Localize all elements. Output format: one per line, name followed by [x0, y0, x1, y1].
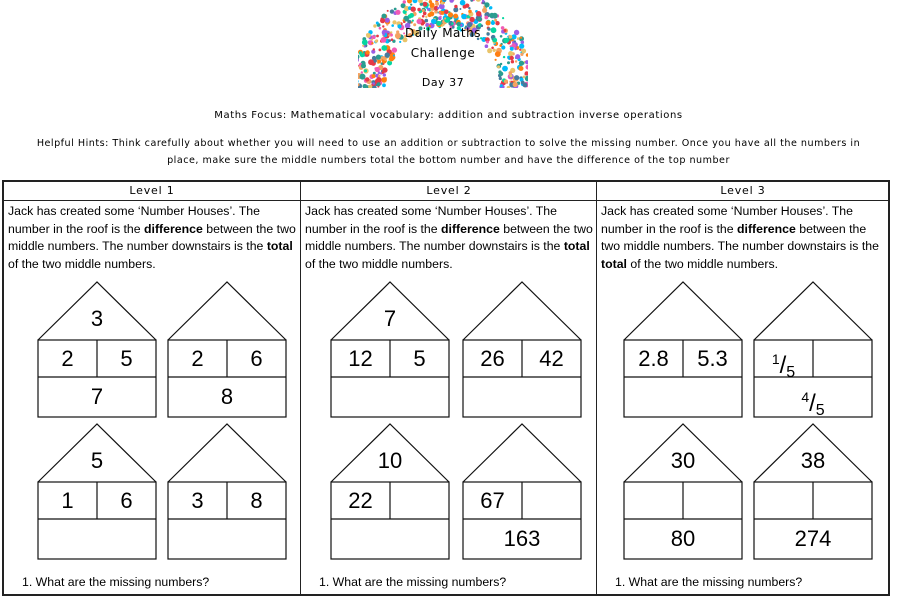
level-heading: Level 3 — [597, 182, 889, 201]
level-heading: Level 1 — [4, 182, 300, 201]
bottom-number[interactable] — [168, 384, 286, 410]
middle-right-value: 6 — [250, 346, 263, 371]
number-house — [331, 282, 449, 417]
middle-left-value: 2 — [191, 346, 204, 371]
fraction-denominator: 5 — [786, 364, 796, 381]
number-house — [463, 424, 581, 559]
intro-paragraph — [597, 201, 889, 273]
middle-left-value: 2 — [61, 346, 74, 371]
middle-left-number[interactable] — [331, 488, 390, 514]
middle-right-value: 5 — [120, 346, 133, 371]
confetti-rainbow-image — [358, 0, 528, 88]
middle-left-number[interactable] — [754, 346, 813, 386]
middle-right-number[interactable] — [390, 346, 449, 372]
number-house — [38, 282, 156, 417]
banner-title-line1: Daily Maths — [405, 26, 481, 40]
middle-right-value: 6 — [120, 488, 133, 513]
middle-left-value: 2.8 — [638, 346, 669, 371]
bottom-value: 274 — [794, 526, 832, 551]
middle-left-value: 3 — [191, 488, 204, 513]
bottom-number[interactable] — [754, 526, 872, 552]
level-column-2 — [300, 182, 597, 594]
fraction-denominator: 5 — [815, 402, 825, 419]
question-text: 1. What are the missing numbers? — [22, 575, 210, 589]
maths-focus-label: Maths Focus: — [214, 110, 287, 121]
intro-text-2: between the two middle numbers. The number downstairs is the — [305, 221, 593, 253]
helpful-hints-text: Think carefully about whether you will need to use an addition or subtraction to solve the missing number. Once you have all the numbers in place, make sure the middle numbers total the bottom number and have the difference of the top number — [112, 138, 861, 166]
roof-number[interactable] — [331, 306, 449, 332]
middle-left-number[interactable] — [463, 346, 522, 372]
middle-left-number[interactable] — [331, 346, 390, 372]
middle-left-value: 26 — [480, 346, 505, 371]
intro-text-3: of the two middle numbers. — [626, 256, 779, 271]
middle-right-number[interactable] — [97, 346, 156, 372]
middle-left-value: 22 — [348, 488, 373, 513]
bottom-value-fraction: $^4/_5$ — [801, 389, 825, 419]
intro-bold-difference: difference — [144, 221, 203, 236]
middle-right-number[interactable] — [522, 346, 581, 372]
number-house — [331, 424, 449, 559]
middle-right-value: 5.3 — [697, 346, 728, 371]
banner-title-line2: Challenge — [410, 46, 476, 60]
roof-value: 38 — [800, 448, 826, 473]
number-house — [624, 282, 742, 417]
bottom-value: 8 — [220, 384, 234, 409]
middle-left-value: 12 — [348, 346, 373, 371]
middle-left-value: 67 — [480, 488, 505, 513]
intro-text-2: between the two middle numbers. The number downstairs is the — [8, 221, 296, 253]
roof-number[interactable] — [754, 448, 872, 474]
bottom-value: 80 — [670, 526, 696, 551]
intro-text-1: Jack has created some ‘Number Houses’. The number in the roof is the — [305, 204, 557, 236]
number-house — [754, 282, 872, 417]
roof-value: 5 — [90, 448, 104, 473]
number-house — [624, 424, 742, 559]
number-house — [463, 282, 581, 417]
levels-table — [2, 180, 890, 596]
middle-left-number[interactable] — [463, 488, 522, 514]
middle-left-number[interactable] — [168, 488, 227, 514]
roof-number[interactable] — [624, 448, 742, 474]
title-banner — [358, 0, 528, 88]
intro-bold-difference: difference — [737, 221, 796, 236]
intro-bold-total: total — [601, 256, 627, 271]
roof-value: 10 — [377, 448, 403, 473]
roof-value: 7 — [383, 306, 397, 331]
number-house — [38, 424, 156, 559]
roof-number[interactable] — [38, 448, 156, 474]
fraction-numerator: 1 — [771, 351, 780, 367]
middle-right-number[interactable] — [227, 488, 286, 514]
middle-right-number[interactable] — [683, 346, 742, 372]
middle-right-number[interactable] — [97, 488, 156, 514]
roof-value: 30 — [670, 448, 696, 473]
question-text: 1. What are the missing numbers? — [319, 575, 507, 589]
intro-text-1: Jack has created some ‘Number Houses’. The number in the roof is the — [8, 204, 260, 236]
middle-right-number[interactable] — [227, 346, 286, 372]
helpful-hints — [20, 135, 877, 169]
middle-right-value: 5 — [413, 346, 426, 371]
maths-focus-text: Mathematical vocabulary: addition and subtraction inverse operations — [290, 110, 683, 121]
bottom-value: 7 — [90, 384, 104, 409]
question-text: 1. What are the missing numbers? — [615, 575, 803, 589]
intro-text-3: of the two middle numbers. — [305, 256, 453, 271]
level-heading: Level 2 — [301, 182, 597, 201]
banner-day: Day 37 — [421, 76, 465, 88]
middle-left-number[interactable] — [38, 488, 97, 514]
bottom-number[interactable] — [38, 384, 156, 410]
bottom-value: 163 — [503, 526, 541, 551]
number-house — [168, 424, 286, 559]
middle-left-number[interactable] — [38, 346, 97, 372]
intro-text-3: of the two middle numbers. — [8, 256, 156, 271]
middle-left-value-fraction: $^1/_5$ — [771, 351, 796, 381]
intro-paragraph — [4, 201, 300, 273]
maths-focus — [0, 110, 897, 121]
number-house — [168, 282, 286, 417]
middle-right-value: 8 — [250, 488, 263, 513]
roof-number[interactable] — [331, 448, 449, 474]
middle-left-number[interactable] — [168, 346, 227, 372]
roof-value: 3 — [90, 306, 104, 331]
bottom-number[interactable] — [754, 384, 872, 424]
intro-text-2: between the two middle numbers. The number downstairs is the — [601, 221, 879, 253]
middle-right-value: 42 — [539, 346, 564, 371]
fraction-numerator: 4 — [801, 389, 810, 405]
level-column-3 — [596, 182, 889, 594]
intro-bold-total: total — [563, 239, 590, 253]
level-column-1 — [4, 182, 300, 594]
bottom-number[interactable] — [463, 526, 581, 552]
helpful-hints-label: Helpful Hints: — [36, 138, 109, 149]
bottom-number[interactable] — [624, 526, 742, 552]
middle-left-value: 1 — [61, 488, 74, 513]
roof-number[interactable] — [38, 306, 156, 332]
number-house — [754, 424, 872, 559]
intro-text-1: Jack has created some ‘Number Houses’. The number in the roof is the — [601, 204, 853, 236]
middle-left-number[interactable] — [624, 346, 683, 372]
intro-paragraph — [301, 201, 597, 273]
intro-bold-difference: difference — [441, 221, 500, 236]
intro-bold-total: total — [266, 239, 293, 253]
